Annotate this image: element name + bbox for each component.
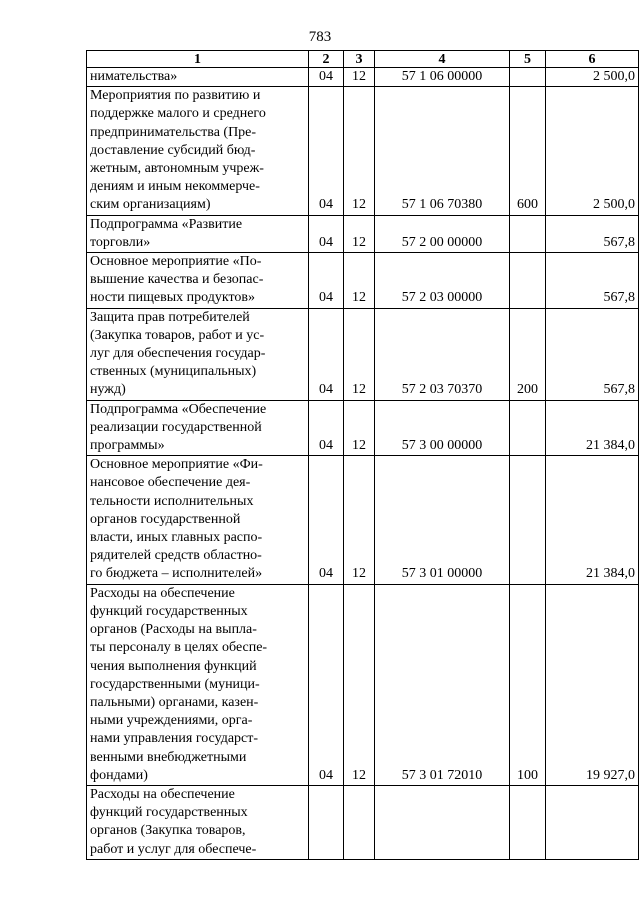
item-name-line: го бюджета – исполнителей»: [90, 566, 263, 582]
item-name-line: нужд): [90, 382, 126, 398]
column-header-3: 3: [344, 51, 375, 68]
item-name-line: доставление субсидий бюд-: [90, 142, 256, 158]
item-name-line: пальными) органами, казен-: [90, 694, 259, 710]
item-name-line: жетным, автономным учреж-: [90, 161, 264, 177]
table-row: [87, 68, 639, 87]
section-code-cell: 04: [309, 253, 344, 309]
item-name-line: нами управления государст-: [90, 731, 259, 747]
page-number: 783: [308, 29, 332, 45]
expense-type-cell: [510, 456, 546, 584]
item-name-line: поддержке малого и среднего: [90, 106, 266, 122]
item-name-cell: [87, 400, 309, 456]
table-row: [87, 308, 639, 400]
item-name-line: вышение качества и безопас-: [90, 272, 264, 288]
item-name-line: фондами): [90, 767, 148, 783]
table-row: [87, 785, 639, 859]
target-article-cell: 57 1 06 00000: [375, 68, 510, 87]
amount-cell: 2 500,0: [546, 87, 639, 215]
amount-cell: 19 927,0: [546, 584, 639, 785]
section-code-cell: 04: [309, 308, 344, 400]
expense-type-cell: [510, 68, 546, 87]
subsection-code-cell: 12: [344, 87, 375, 215]
table-row: [87, 584, 639, 785]
subsection-code-cell: 12: [344, 253, 375, 309]
budget-table: [86, 50, 639, 860]
table-body: [87, 68, 639, 860]
header-row: [87, 51, 639, 68]
item-name-line: реализации государственной: [90, 419, 262, 435]
column-header-4: 4: [375, 51, 510, 68]
target-article-cell: 57 3 01 72010: [375, 584, 510, 785]
expense-type-cell: [510, 253, 546, 309]
item-name-cell: [87, 253, 309, 309]
subsection-code-cell: 12: [344, 584, 375, 785]
item-name-line: ственных (муниципальных): [90, 364, 257, 380]
item-name-cell: [87, 68, 309, 87]
item-name-line: дениям и иным некоммерче-: [90, 179, 260, 195]
target-article-cell: 57 2 03 70370: [375, 308, 510, 400]
target-article-cell: 57 1 06 70380: [375, 87, 510, 215]
item-name-line: Расходы на обеспечение: [90, 585, 235, 601]
item-name-line: Основное мероприятие «По-: [90, 254, 262, 270]
item-name-line: ты персоналу в целях обеспе-: [90, 640, 268, 656]
target-article-cell: 57 3 00 00000: [375, 400, 510, 456]
item-name-line: функций государственных: [90, 805, 248, 821]
target-article-cell: [375, 785, 510, 859]
subsection-code-cell: [344, 785, 375, 859]
column-header-1: 1: [87, 51, 309, 68]
item-name-line: власти, иных главных распо-: [90, 530, 263, 546]
item-name-line: ности пищевых продуктов»: [90, 290, 256, 306]
item-name-line: органов (Закупка товаров,: [90, 823, 246, 839]
item-name-line: торговли»: [90, 234, 151, 250]
item-name-line: функций государственных: [90, 603, 248, 619]
expense-type-cell: [510, 785, 546, 859]
amount-cell: 21 384,0: [546, 456, 639, 584]
subsection-code-cell: 12: [344, 456, 375, 584]
target-article-cell: 57 2 00 00000: [375, 215, 510, 252]
subsection-code-cell: 12: [344, 68, 375, 87]
item-name-line: рядителей средств областно-: [90, 548, 262, 564]
item-name-line: венными внебюджетными: [90, 749, 247, 765]
amount-cell: [546, 785, 639, 859]
item-name-line: Защита прав потребителей: [90, 309, 250, 325]
expense-type-cell: 100: [510, 584, 546, 785]
item-name-line: органов государственной: [90, 511, 241, 527]
table-row: [87, 87, 639, 215]
column-header-5: 5: [510, 51, 546, 68]
subsection-code-cell: 12: [344, 308, 375, 400]
item-name-line: Основное мероприятие «Фи-: [90, 457, 263, 473]
item-name-cell: [87, 215, 309, 252]
section-code-cell: 04: [309, 456, 344, 584]
section-code-cell: 04: [309, 87, 344, 215]
item-name-cell: [87, 456, 309, 584]
subsection-code-cell: 12: [344, 215, 375, 252]
expense-type-cell: 200: [510, 308, 546, 400]
item-name-line: (Закупка товаров, работ и ус-: [90, 327, 265, 343]
item-name-line: органов (Расходы на выпла-: [90, 622, 257, 638]
item-name-line: программы»: [90, 438, 165, 454]
item-name-line: Подпрограмма «Развитие: [90, 216, 243, 232]
item-name-line: работ и услуг для обеспече-: [90, 841, 257, 857]
column-header-2: 2: [309, 51, 344, 68]
item-name-line: ными учреждениями, орга-: [90, 713, 253, 729]
section-code-cell: 04: [309, 68, 344, 87]
expense-type-cell: [510, 215, 546, 252]
amount-cell: 567,8: [546, 308, 639, 400]
item-name-cell: [87, 584, 309, 785]
table-row: [87, 215, 639, 252]
item-name-line: ским организациям): [90, 197, 211, 213]
amount-cell: 567,8: [546, 215, 639, 252]
item-name-cell: [87, 87, 309, 215]
section-code-cell: 04: [309, 400, 344, 456]
section-code-cell: [309, 785, 344, 859]
section-code-cell: 04: [309, 584, 344, 785]
item-name-cell: [87, 785, 309, 859]
target-article-cell: 57 3 01 00000: [375, 456, 510, 584]
expense-type-cell: [510, 400, 546, 456]
item-name-line: нимательства»: [90, 69, 178, 84]
item-name-line: Мероприятия по развитию и: [90, 88, 261, 104]
amount-cell: 21 384,0: [546, 400, 639, 456]
target-article-cell: 57 2 03 00000: [375, 253, 510, 309]
item-name-line: луг для обеспечения государ-: [90, 346, 266, 362]
subsection-code-cell: 12: [344, 400, 375, 456]
table-row: [87, 400, 639, 456]
table-row: [87, 456, 639, 584]
item-name-line: тельности исполнительных: [90, 493, 254, 509]
amount-cell: 567,8: [546, 253, 639, 309]
item-name-line: Расходы на обеспечение: [90, 786, 235, 802]
expense-type-cell: 600: [510, 87, 546, 215]
item-name-cell: [87, 308, 309, 400]
item-name-line: государственными (муници-: [90, 676, 260, 692]
amount-cell: 2 500,0: [546, 68, 639, 87]
item-name-line: чения выполнения функций: [90, 658, 257, 674]
item-name-line: Подпрограмма «Обеспечение: [90, 401, 267, 417]
section-code-cell: 04: [309, 215, 344, 252]
item-name-line: нансовое обеспечение дея-: [90, 475, 251, 491]
item-name-line: предпринимательства (Пре-: [90, 124, 257, 140]
table-row: [87, 253, 639, 309]
column-header-6: 6: [546, 51, 639, 68]
